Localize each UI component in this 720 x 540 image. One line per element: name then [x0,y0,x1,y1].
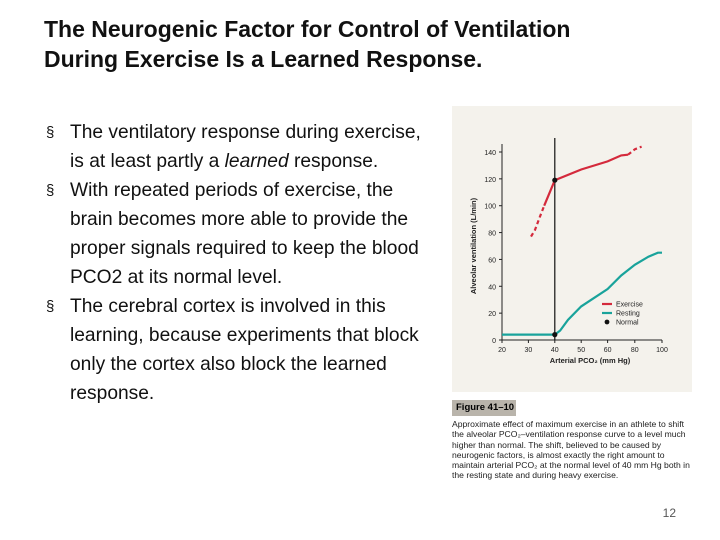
x-axis-label: Arterial PCO₂ (mm Hg) [549,356,631,365]
title-line-1: The Neurogenic Factor for Control of Ventilation [44,16,571,42]
x-tick-label: 30 [524,347,533,354]
x-tick-label: 100 [656,347,668,354]
bullet-item [44,118,422,176]
bullet-emphasis: learned [224,151,289,172]
legend-label: Resting [616,310,640,318]
y-tick-label: 80 [488,230,496,238]
page-number: 12 [662,506,676,520]
slide-title [44,14,684,74]
bullet-item [44,176,422,292]
y-tick-label: 20 [488,311,496,319]
bullet-text: The cerebral cortex is involved in this learning, because experiments that block only the cortex also block the learned response. [70,296,419,404]
bullet-text: With repeated periods of exercise, the brain becomes more able to provide the proper signals required to keep the blood PCO2 at its normal level. [70,180,419,288]
ventilation-chart [452,106,692,392]
y-tick-label: 60 [488,257,496,265]
x-tick-label: 50 [577,347,586,354]
figure-panel [452,106,692,392]
bullet-text: The ventilatory response during exercise, is at least partly a [70,122,421,172]
y-tick-label: 100 [484,203,496,211]
y-tick-label: 0 [492,338,496,345]
bullet-item [44,292,422,408]
legend-label: Exercise [616,301,643,309]
bullet-list [44,118,422,408]
legend-swatch [605,320,610,325]
legend-label: Normal [616,319,639,327]
bullet-marker: § [46,182,55,199]
x-tick-label: 40 [550,347,559,354]
x-tick-label: 20 [498,347,506,354]
x-tick-label: 80 [630,347,639,354]
y-axis-label: Alveolar ventilation (L/min) [469,197,478,295]
bullet-text: response. [288,151,379,172]
x-tick-label: 60 [603,347,612,354]
y-tick-label: 120 [484,176,496,184]
normal-point [552,332,557,337]
figure-caption: Approximate effect of maximum exercise in an athlete to shift the alveolar PCO₂–ventilation response curve to a level much higher than normal. The shift, believed to be caused by neurogenic factors, is almost exactly the right amount to maintain arterial PCO₂ at the normal level of 40 mm Hg both in the resting state and during heavy exercise. [452,419,690,481]
exercise-curve-dashed-start [531,206,544,237]
y-tick-label: 140 [484,150,496,157]
exercise-curve-dashed-end [628,147,642,155]
y-tick-label: 40 [488,284,496,292]
bullet-marker: § [46,298,55,315]
bullet-marker: § [46,124,55,141]
figure-label: Figure 41–10 [452,400,516,416]
title-line-2: During Exercise Is a Learned Response. [44,46,483,72]
normal-point [552,178,557,183]
